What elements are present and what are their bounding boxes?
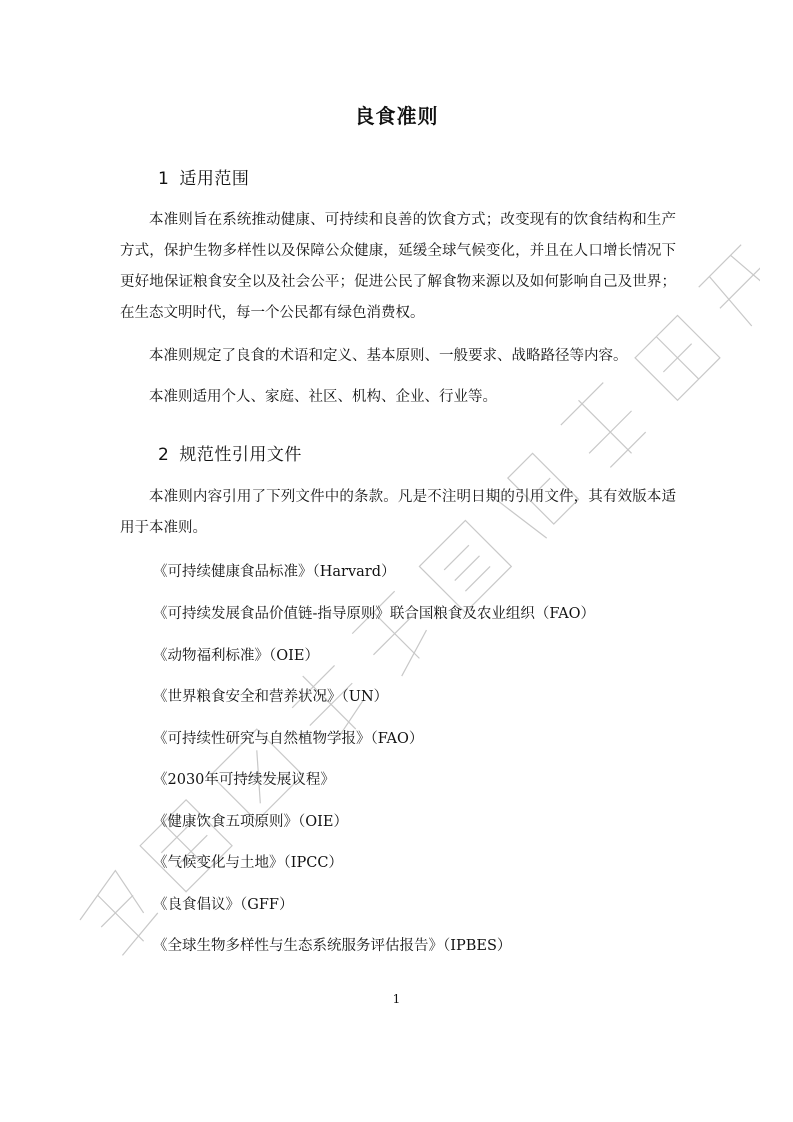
- reference-item: 《全球生物多样性与生态系统服务评估报告》（IPBES）: [153, 938, 512, 954]
- section-1-title: 适用范围: [179, 169, 250, 189]
- section-2-intro: 本准则内容引用了下列文件中的条款。凡是不注明日期的引用文件，其有效版本适用于本准则。: [120, 489, 676, 536]
- section-2-heading: [158, 440, 302, 465]
- page-number: 1: [392, 992, 401, 1006]
- section-2-title: 规范性引用文件: [179, 445, 302, 465]
- reference-item: 《可持续发展食品价值链-指导原则》联合国粮食及农业组织（FAO）: [153, 606, 596, 622]
- reference-item: 《健康饮食五项原则》（OIE）: [153, 814, 348, 830]
- section-2-number: 2: [158, 445, 170, 465]
- reference-item: 《动物福利标准》（OIE）: [153, 648, 319, 664]
- document-title: 良食准则: [354, 104, 439, 128]
- reference-item: 《可持续性研究与自然植物学报》（FAO）: [153, 731, 424, 747]
- section-1-paragraph-2: 本准则规定了良食的术语和定义、基本原则、一般要求、战略路径等内容。: [149, 348, 628, 364]
- section-1-paragraph-1: 本准则旨在系统推动健康、可持续和良善的饮食方式；改变现有的饮食结构和生产方式，保护生物多样性以及保障公众健康，延缓全球气候变化，并且在人口增长情况下更好地保证粮食安全以及社会公平；促进公民了解食物来源以及如何影响自己及世界；在生态文明时代，每一个公民都有绿色消费权。: [120, 212, 676, 321]
- section-1-heading: [158, 164, 249, 189]
- reference-item: 《世界粮食安全和营养状况》（UN）: [153, 689, 389, 705]
- reference-item: 《可持续健康食品标准》（Harvard）: [153, 564, 396, 580]
- section-1-number: 1: [158, 169, 170, 189]
- section-1-paragraph-3: 本准则适用个人、家庭、社区、机构、企业、行业等。: [149, 389, 497, 405]
- reference-item: 《良食倡议》（GFF）: [153, 897, 294, 913]
- reference-item: 《气候变化与土地》（IPCC）: [153, 855, 343, 871]
- reference-item: 《2030年可持续发展议程》: [153, 772, 335, 788]
